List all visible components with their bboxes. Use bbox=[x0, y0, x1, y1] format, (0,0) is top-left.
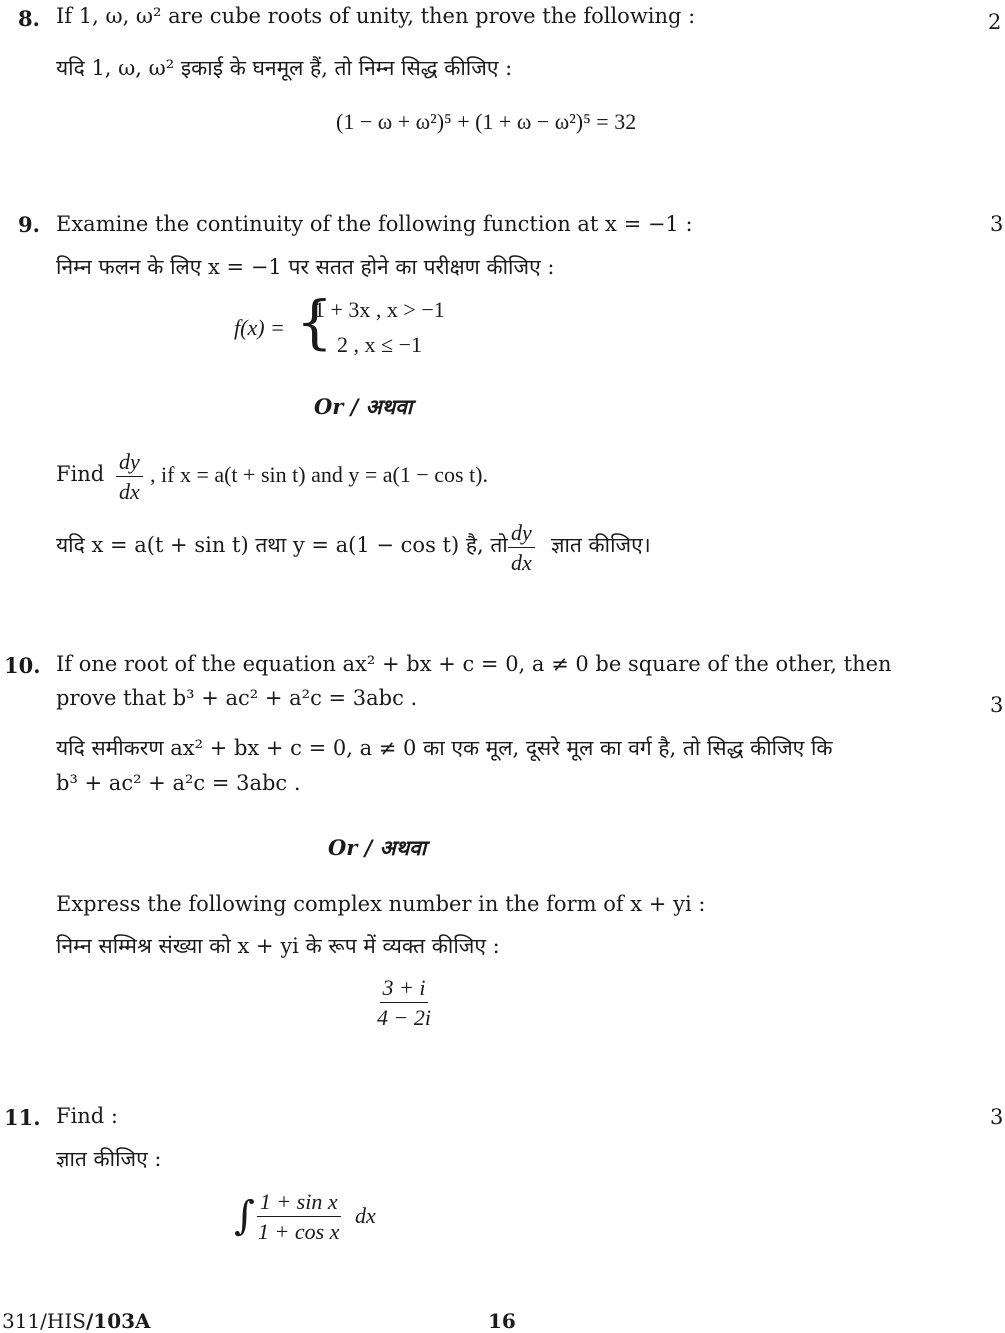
question-9-english-text: Examine the continuity of the following function at x = −1 : bbox=[56, 212, 693, 236]
question-11-english-text: Find : bbox=[56, 1104, 119, 1128]
question-8-english-text: If 1, ω, ω² are cube roots of unity, then prove the following : bbox=[56, 4, 696, 28]
question-11-number: 11. bbox=[4, 1105, 41, 1130]
question-10-number: 10. bbox=[4, 653, 41, 678]
question-9-alt-find-label: Find bbox=[56, 462, 105, 486]
question-9-alt-hindi-end: ज्ञात कीजिए। bbox=[551, 533, 651, 557]
question-11-hindi-text: ज्ञात कीजिए : bbox=[56, 1147, 162, 1171]
derivative-numerator-hi: dy bbox=[508, 520, 535, 548]
question-10-english-line-2: prove that b³ + ac² + a²c = 3abc . bbox=[56, 686, 418, 710]
question-10-marks: 3 bbox=[990, 693, 1004, 717]
question-10-or-divider: Or / अथवा bbox=[328, 835, 427, 860]
complex-number-fraction bbox=[374, 975, 434, 1031]
question-10-hindi-line-1: यदि समीकरण ax² + bx + c = 0, a ≠ 0 का एक मूल, दूसरे मूल का वर्ग है, तो सिद्ध कीजिए कि bbox=[56, 736, 833, 760]
paper-code bbox=[2, 1311, 151, 1331]
question-9-hindi-text: निम्न फलन के लिए x = −1 पर सतत होने का परीक्षण कीजिए : bbox=[56, 255, 555, 279]
derivative-fraction-hi bbox=[508, 520, 535, 576]
function-definition-label: f(x) = bbox=[234, 315, 285, 340]
question-8-number: 8. bbox=[18, 6, 40, 31]
derivative-fraction-en bbox=[116, 449, 143, 505]
paper-code-prefix: 311/HIS bbox=[2, 1309, 86, 1333]
piecewise-brace: { bbox=[296, 288, 333, 356]
piecewise-case-1: 1 + 3x , x > −1 bbox=[314, 297, 445, 322]
question-11-marks: 3 bbox=[990, 1105, 1004, 1129]
complex-denominator: 4 − 2i bbox=[377, 1005, 431, 1031]
question-9-number: 9. bbox=[18, 212, 40, 237]
question-10-english-line-1: If one root of the equation ax² + bx + c = 0, a ≠ 0 be square of the other, then bbox=[56, 652, 892, 676]
question-9-alt-hindi-start: यदि x = a(t + sin t) तथा y = a(1 − cos t) है, तो bbox=[56, 533, 508, 557]
integral-sign: ∫ bbox=[234, 1193, 255, 1239]
paper-code-suffix: /103A bbox=[85, 1309, 151, 1333]
question-8-hindi-text: यदि 1, ω, ω² इकाई के घनमूल हैं, तो निम्न सिद्ध कीजिए : bbox=[56, 56, 513, 80]
question-9-marks: 3 bbox=[990, 212, 1004, 236]
integrand-denominator: 1 + cos x bbox=[258, 1219, 340, 1245]
integral-dx: dx bbox=[355, 1203, 376, 1228]
complex-numerator: 3 + i bbox=[380, 975, 429, 1003]
integrand-fraction bbox=[255, 1189, 342, 1245]
question-8-equation: (1 − ω + ω²)⁵ + (1 + ω − ω²)⁵ = 32 bbox=[336, 109, 637, 134]
question-8-marks: 2 bbox=[988, 10, 1002, 34]
integrand-numerator: 1 + sin x bbox=[257, 1189, 341, 1217]
derivative-denominator: dx bbox=[119, 479, 140, 505]
question-10-alt-english-text: Express the following complex number in the form of x + yi : bbox=[56, 892, 706, 916]
question-10-hindi-line-2: b³ + ac² + a²c = 3abc . bbox=[56, 771, 301, 795]
derivative-denominator-hi: dx bbox=[511, 550, 532, 576]
question-9-alt-english-text: , if x = a(t + sin t) and y = a(1 − cos t). bbox=[150, 462, 489, 487]
question-9-or-divider: Or / अथवा bbox=[314, 394, 413, 419]
question-10-alt-hindi-text: निम्न सम्मिश्र संख्या को x + yi के रूप में व्यक्त कीजिए : bbox=[56, 934, 500, 958]
derivative-numerator: dy bbox=[116, 449, 143, 477]
page-number: 16 bbox=[488, 1309, 516, 1333]
piecewise-case-2: 2 , x ≤ −1 bbox=[337, 332, 422, 357]
